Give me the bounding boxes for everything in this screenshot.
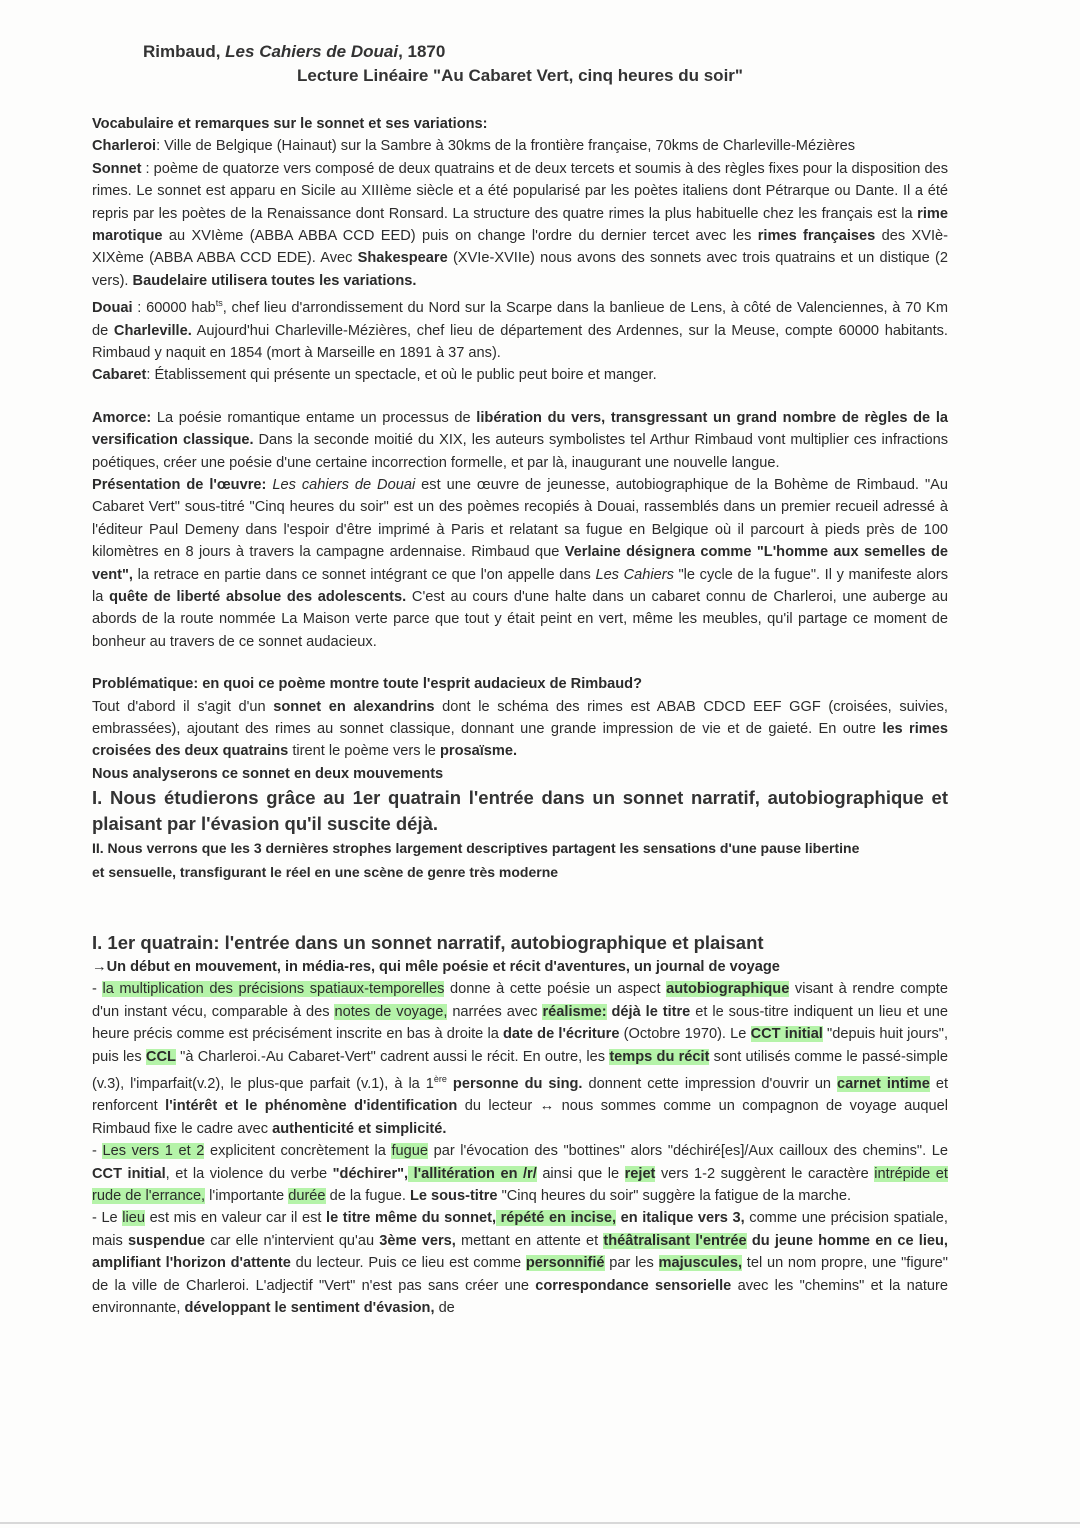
- vocab-douai: Douai : 60000 hab$^{ts}$, chef lieu d'arrondissement du Nord sur la Scarpe dans la banlieue de Lens, à côté de Valenciennes, à 70 Km de Charleville. Aujourd'hui Charleville-Mézières, chef lieu de département des Ardennes, sur la Meuse, compte 60000 habitants. Rimbaud y naquit en 1854 (mort à Marseille en 1891 à 37 ans).: [92, 298, 948, 361]
- problematique-paragraph: Tout d'abord il s'agit d'un sonnet en alexandrins dont le schéma des rimes est ABAB CDCD EEF GGF (croisées, suivies, embrassées), ajoutant des rimes au sonnet classique, donnant une grande impression de vie et de gaieté. En outre les rimes croisées des deux quatrains tirent le poème vers le prosaïsme.: [92, 698, 948, 760]
- header-year: , 1870: [398, 42, 446, 61]
- section1-paragraph-2: - Les vers 1 et 2 explicitent concrètement la fugue par l'évocation des "bottines" alors "déchiré[es]/Aux cailloux des chemins". Le CCT initial, et la violence du verbe "déchirer", l'allitération en /r/ ainsi que le rejet vers 1-2 suggèrent le caractère intrépide et rude de l'errance, l'importante durée de la fugue. Le sous-titre "Cinq heures du soir" suggère la fatigue de la marche.: [92, 1143, 948, 1204]
- vocab-charleroi: Charleroi: Ville de Belgique (Hainaut) sur la Sambre à 30kms de la frontière française, 70kms de Charleville-Mézières: [92, 138, 856, 155]
- mouvements-intro: Nous analyserons ce sonnet en deux mouvements: [92, 765, 444, 782]
- mouvement-1: I. Nous étudierons grâce au 1er quatrain l'entrée dans un sonnet narratif, autobiographique et plaisant par l'évasion qu'il suscite déjà.: [92, 787, 948, 835]
- section1-title: I. 1er quatrain: l'entrée dans un sonnet narratif, autobiographique et plaisant: [92, 932, 764, 954]
- problematique-question: Problématique: en quoi ce poème montre toute l'esprit audacieux de Rimbaud?: [92, 676, 643, 693]
- vocab-cabaret: Cabaret: Établissement qui présente un spectacle, et où le public peut boire et manger.: [92, 367, 657, 384]
- document-body: [92, 113, 948, 1319]
- page-bottom-edge: [0, 1522, 1080, 1524]
- section1-paragraph-1: - la multiplication des précisions spatiaux-temporelles donne à cette poésie un aspect autobiographique visant à rendre compte d'un instant vécu, comparable à des notes de voyage, narrées avec réalisme: déjà le titre et le sous-titre indiquent un lieu et une heure précis comme est précisément inscrite en bas à droite la date de l'écriture (Octobre 1970). Le CCT initial "depuis huit jours", puis les CCL "à Charleroi.-Au Cabaret-Vert" cadrent aussi le récit. En outre, les temps du récit sont utilisés comme le passé-simple (v.3), l'imparfait(v.2), le plus-que parfait (v.1), à la 1ère personne du sing. donnent cette impression d'ouvrir un carnet intime et renforcent l'intérêt et le phénomène d'identification du lecteur ↔ nous sommes comme un compagnon de voyage auquel Rimbaud fixe le cadre avec authenticité et simplicité.: [92, 981, 949, 1137]
- vocab-heading: Vocabulaire et remarques sur le sonnet et ses variations:: [92, 116, 488, 132]
- section1-intro: →Un début en mouvement, in média-res, qui mêle poésie et récit d'aventures, un journal de voyage: [92, 959, 780, 976]
- header-work-title: Les Cahiers de Douai: [225, 42, 399, 61]
- section1-paragraph-3: - Le lieu est mis en valeur car il est le titre même du sonnet, répété en incise, en italique vers 3, comme une précision spatiale, mais suspendue car elle n'intervient qu'au 3ème vers, mettant en attente et théâtralisant l'entrée du jeune homme en ce lieu, amplifiant l'horizon d'attente du lecteur. Puis ce lieu est comme personnifié par les majuscules, tel un nom propre, une "figure" de la ville de Charleroi. L'adjectif "Vert" n'est pas sans créer une correspondance sensorielle avec les "chemins" et la nature environnante, développant le sentiment d'évasion, de: [92, 1210, 949, 1316]
- presentation-paragraph: Présentation de l'œuvre: Les cahiers de Douai est une œuvre de jeunesse, autobiographique de la Bohème de Rimbaud. "Au Cabaret Vert" sous-titré "Cinq heures du soir" est un des poèmes recopiés à Douai, rassemblés dans un premier recueil adressé à l'éditeur Paul Demeny dans l'espoir d'être imprimé à Paris et relatant sa fugue en Belgique où il parcourt à pieds près de 100 kilomètres en 8 jours à travers la campagne ardennaise. Rimbaud que Verlaine désignera comme "L'homme aux semelles de vent", la retrace en partie dans ce sonnet intégrant ce que l'on appelle dans Les Cahiers "le cycle de la fugue". Il y manifeste alors la quête de liberté absolue des adolescents. C'est au cours d'une halte dans un cabaret connu de Charleroi, une auberge au abords de la route nommée La Maison verte parce que tout y était peint en vert, même les meubles, qu'il partage ce moment de bonheur au travers de ce sonnet audacieux.: [92, 476, 949, 650]
- vocab-sonnet: Sonnet : poème de quatorze vers composé de deux quatrains et de deux tercets et soumis à des règles fixes pour la disposition des rimes. Le sonnet est apparu en Sicile au XIIIème siècle et a été popularisé par les poètes italiens dont Pétrarque ou Dante. Il a été repris par les poètes de la Renaissance dont Ronsard. La structure des quatre rimes la plus habituelle chez les français est la rime marotique au XVIème (ABBA ABBA CCD EED) puis on change l'ordre du dernier tercet avec les rimes françaises des XVIè-XIXème (ABBA ABBA CCD EDE). Avec Shakespeare (XVIe-XVIIe) nous avons des sonnets avec trois quatrains et un distique (2 vers). Baudelaire utilisera toutes les variations.: [92, 160, 948, 289]
- header-subtitle: Lecture Linéaire "Au Cabaret Vert, cinq heures du soir": [297, 66, 743, 85]
- mouvement-2: II. Nous verrons que les 3 dernières strophes largement descriptives partagent les sensations d'une pause libertine et sensuelle, transfigurant le réel en une scène de genre très moderne: [92, 840, 860, 880]
- header-author-line: [143, 42, 445, 62]
- header-author: Rimbaud,: [143, 42, 226, 61]
- amorce-paragraph: Amorce: La poésie romantique entame un processus de libération du vers, transgressant un grand nombre de règles de la versification classique. Dans la seconde moitié du XIX, les auteurs symbolistes tel Arthur Rimbaud vont multiplier ces infractions poétiques, créer une poésie d'une certaine incorrection formelle, et par là, inaugurant une nouvelle langue.: [92, 409, 948, 471]
